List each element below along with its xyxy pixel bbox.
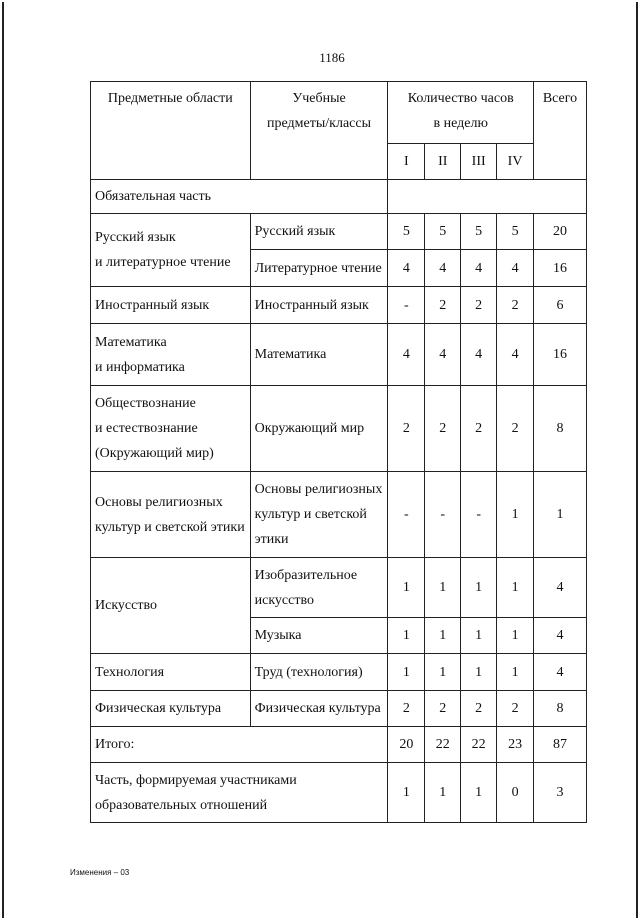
area-art: Искусство — [91, 558, 251, 654]
mandatory-part-empty — [388, 180, 587, 214]
subject-name: Математика — [250, 324, 388, 386]
subject-name: Литературное чтение — [250, 250, 388, 287]
hours-cell: 4 — [425, 250, 461, 287]
header-total: Всего — [534, 82, 587, 180]
table-row — [91, 472, 587, 558]
total-cell: 8 — [534, 691, 587, 727]
total-cell: 6 — [534, 287, 587, 324]
header-subjects: Учебные предметы/классы — [250, 82, 388, 180]
total-cell: 4 — [534, 654, 587, 691]
area-social: Обществознание и естествознание (Окружающий мир) — [91, 386, 251, 472]
hours-cell: 2 — [497, 691, 534, 727]
hours-cell: 2 — [425, 386, 461, 472]
grade-4: IV — [497, 144, 534, 180]
table-row — [91, 214, 587, 250]
total-cell: 4 — [534, 618, 587, 654]
hours-cell: 1 — [425, 654, 461, 691]
grade-3: III — [461, 144, 497, 180]
area-math: Математика и информатика — [91, 324, 251, 386]
hours-cell: 1 — [497, 654, 534, 691]
hours-cell: 0 — [497, 763, 534, 823]
hours-cell: 5 — [461, 214, 497, 250]
area-pe: Физическая культура — [91, 691, 251, 727]
itogo-label: Итого: — [91, 727, 388, 763]
subject-name: Музыка — [250, 618, 388, 654]
total-cell: 1 — [534, 472, 587, 558]
hours-cell: 4 — [388, 324, 425, 386]
table-row — [91, 324, 587, 386]
total-cell: 3 — [534, 763, 587, 823]
table-row — [91, 654, 587, 691]
area-foreign: Иностранный язык — [91, 287, 251, 324]
table-row — [91, 558, 587, 618]
total-cell: 16 — [534, 324, 587, 386]
total-cell: 20 — [534, 214, 587, 250]
subject-name: Русский язык — [250, 214, 388, 250]
subject-name: Труд (технология) — [250, 654, 388, 691]
hours-cell: 1 — [425, 558, 461, 618]
hours-cell: - — [388, 472, 425, 558]
hours-cell: 1 — [497, 618, 534, 654]
hours-cell: 4 — [497, 324, 534, 386]
subject-name: Физическая культура — [250, 691, 388, 727]
hours-cell: 1 — [425, 763, 461, 823]
hours-cell: 1 — [497, 558, 534, 618]
hours-cell: 2 — [461, 287, 497, 324]
itogo-row — [91, 727, 587, 763]
hours-cell: 2 — [388, 691, 425, 727]
hours-cell: 4 — [388, 250, 425, 287]
hours-cell: 4 — [425, 324, 461, 386]
hours-cell: - — [425, 472, 461, 558]
hours-cell: 2 — [461, 691, 497, 727]
page-number: 1186 — [319, 50, 345, 65]
hours-cell: 2 — [461, 386, 497, 472]
total-cell: 4 — [534, 558, 587, 618]
hours-cell: 5 — [388, 214, 425, 250]
hours-cell: 22 — [461, 727, 497, 763]
hours-cell: 1 — [388, 763, 425, 823]
hours-cell: 4 — [461, 250, 497, 287]
hours-cell: - — [461, 472, 497, 558]
hours-cell: 20 — [388, 727, 425, 763]
participants-row — [91, 763, 587, 823]
hours-cell: 23 — [497, 727, 534, 763]
footer-note: Изменения – 03 — [70, 868, 130, 877]
total-cell: 87 — [534, 727, 587, 763]
subject-name: Изобразительное искусство — [250, 558, 388, 618]
hours-cell: 5 — [497, 214, 534, 250]
header-hours: Количество часов в неделю — [388, 82, 534, 144]
hours-cell: 2 — [425, 691, 461, 727]
mandatory-part-row — [91, 180, 587, 214]
hours-cell: 2 — [497, 386, 534, 472]
subject-name: Окружающий мир — [250, 386, 388, 472]
hours-cell: 2 — [388, 386, 425, 472]
hours-cell: 4 — [497, 250, 534, 287]
hours-cell: 1 — [388, 654, 425, 691]
hours-cell: - — [388, 287, 425, 324]
total-cell: 8 — [534, 386, 587, 472]
table-row — [91, 386, 587, 472]
header-areas: Предметные области — [91, 82, 251, 180]
area-religion: Основы религиозных культур и светской этики — [91, 472, 251, 558]
mandatory-part-label: Обязательная часть — [91, 180, 388, 214]
table-row — [91, 287, 587, 324]
hours-cell: 1 — [461, 558, 497, 618]
hours-cell: 1 — [461, 618, 497, 654]
hours-cell: 5 — [425, 214, 461, 250]
hours-cell: 4 — [461, 324, 497, 386]
hours-cell: 1 — [388, 558, 425, 618]
table-row — [91, 691, 587, 727]
grade-2: II — [425, 144, 461, 180]
hours-cell: 1 — [461, 654, 497, 691]
hours-cell: 2 — [425, 287, 461, 324]
hours-cell: 1 — [425, 618, 461, 654]
hours-cell: 22 — [425, 727, 461, 763]
curriculum-table — [90, 81, 587, 823]
subject-name: Иностранный язык — [250, 287, 388, 324]
header-row — [91, 82, 587, 144]
hours-cell: 1 — [497, 472, 534, 558]
hours-cell: 2 — [497, 287, 534, 324]
subject-name: Основы религиозных культур и светской этики — [250, 472, 388, 558]
participants-label: Часть, формируемая участниками образовательных отношений — [91, 763, 388, 823]
area-tech: Технология — [91, 654, 251, 691]
hours-cell: 1 — [388, 618, 425, 654]
hours-cell: 1 — [461, 763, 497, 823]
grade-1: I — [388, 144, 425, 180]
total-cell: 16 — [534, 250, 587, 287]
area-russian: Русский язык и литературное чтение — [91, 214, 251, 287]
